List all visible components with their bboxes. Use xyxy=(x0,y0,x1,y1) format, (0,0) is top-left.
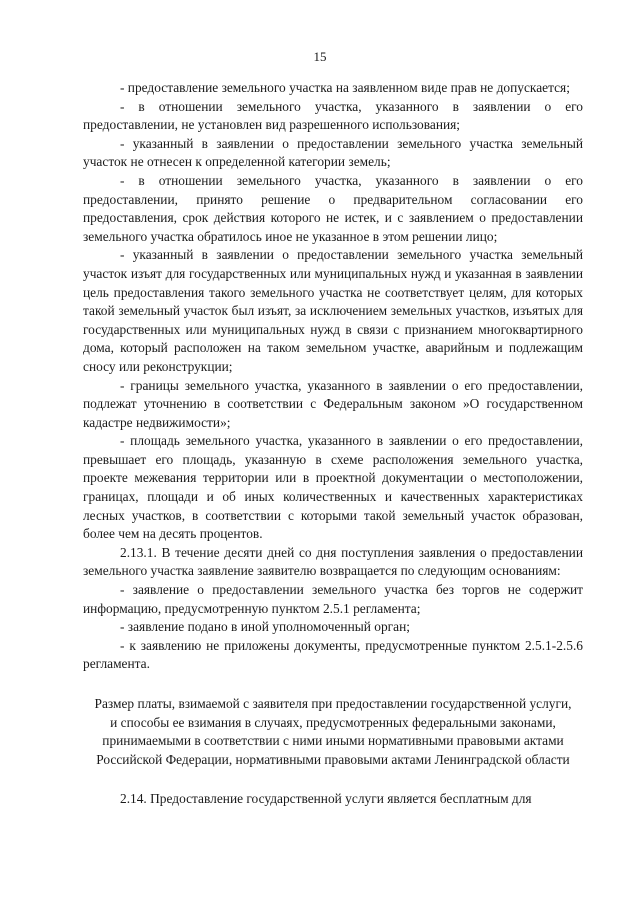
paragraph-rejection-reason: - площадь земельного участка, указанного в заявлении о его предоставлении, превышает его площадь, указанную в схеме расположения земельного участка, проекте межевания территории или в проектной документации о местоположении, границах, площади и об иных количественных и качественных характеристиках лесных участков, в соответствии с которыми такой земельный участок образован, более чем на десять процентов. xyxy=(83,433,583,542)
paragraph-rejection-reason: - предоставление земельного участка на заявленном виде прав не допускается; xyxy=(120,80,570,95)
paragraph-return-reason: - к заявлению не приложены документы, предусмотренные пунктом 2.5.1-2.5.6 регламента. xyxy=(83,637,583,672)
paragraph-rejection-reason: - указанный в заявлении о предоставлении земельного участка земельный участок изъят для государственных или муниципальных нужд и указанная в заявлении цель предоставления такого земельного участка не соответствует целям, для которых такой земельный участок был изъят, за исключением земельных участков, изъятых для государственных или муниципальных нужд в связи с признанием многоквартирного дома, который расположен на таком земельном участке, аварийным и подлежащим сносу или реконструкции; xyxy=(83,247,583,374)
paragraph-rejection-reason: - границы земельного участка, указанного в заявлении о его предоставлении, подлежат уточнению в соответствии с Федеральным законом »О государственном кадастре недвижимости»; xyxy=(83,377,583,430)
section-heading: Размер платы, взимаемой с заявителя при предоставлении государственной услуги, и способы ее взимания в случаях, предусмотренных федеральными законами, принимаемыми в соответствии с ними иными нормативными правовыми актами Российской Федерации, нормативными правовыми актами Ленинградской области xyxy=(94,696,572,767)
paragraph-return-reason: - заявление подано в иной уполномоченный орган; xyxy=(120,619,410,635)
paragraph-clause-2-13-1: 2.13.1. В течение десяти дней со дня поступления заявления о предоставлении земельного участка заявление заявителю возвращается по следующим основаниям: xyxy=(83,544,583,579)
paragraph-rejection-reason: - в отношении земельного участка, указанного в заявлении о его предоставлении, не установлен вид разрешенного использования; xyxy=(83,98,583,133)
page-number: 15 xyxy=(313,49,327,64)
paragraph-rejection-reason: - указанный в заявлении о предоставлении земельного участка земельный участок не отнесен к определенной категории земель; xyxy=(83,135,583,170)
paragraph-clause-2-14: 2.14. Предоставление государственной услуги является бесплатным для xyxy=(120,791,532,807)
document-body xyxy=(83,79,583,809)
paragraph-rejection-reason: - в отношении земельного участка, указанного в заявлении о его предоставлении, принято решение о предварительном согласовании его предоставления, срок действия которого не истек, и с заявлением о предоставлении земельного участка обратилось иное не указанное в этом решении лицо; xyxy=(83,172,583,244)
paragraph-return-reason: - заявление о предоставлении земельного участка без торгов не содержит информацию, предусмотренную пунктом 2.5.1 регламента; xyxy=(83,582,583,616)
